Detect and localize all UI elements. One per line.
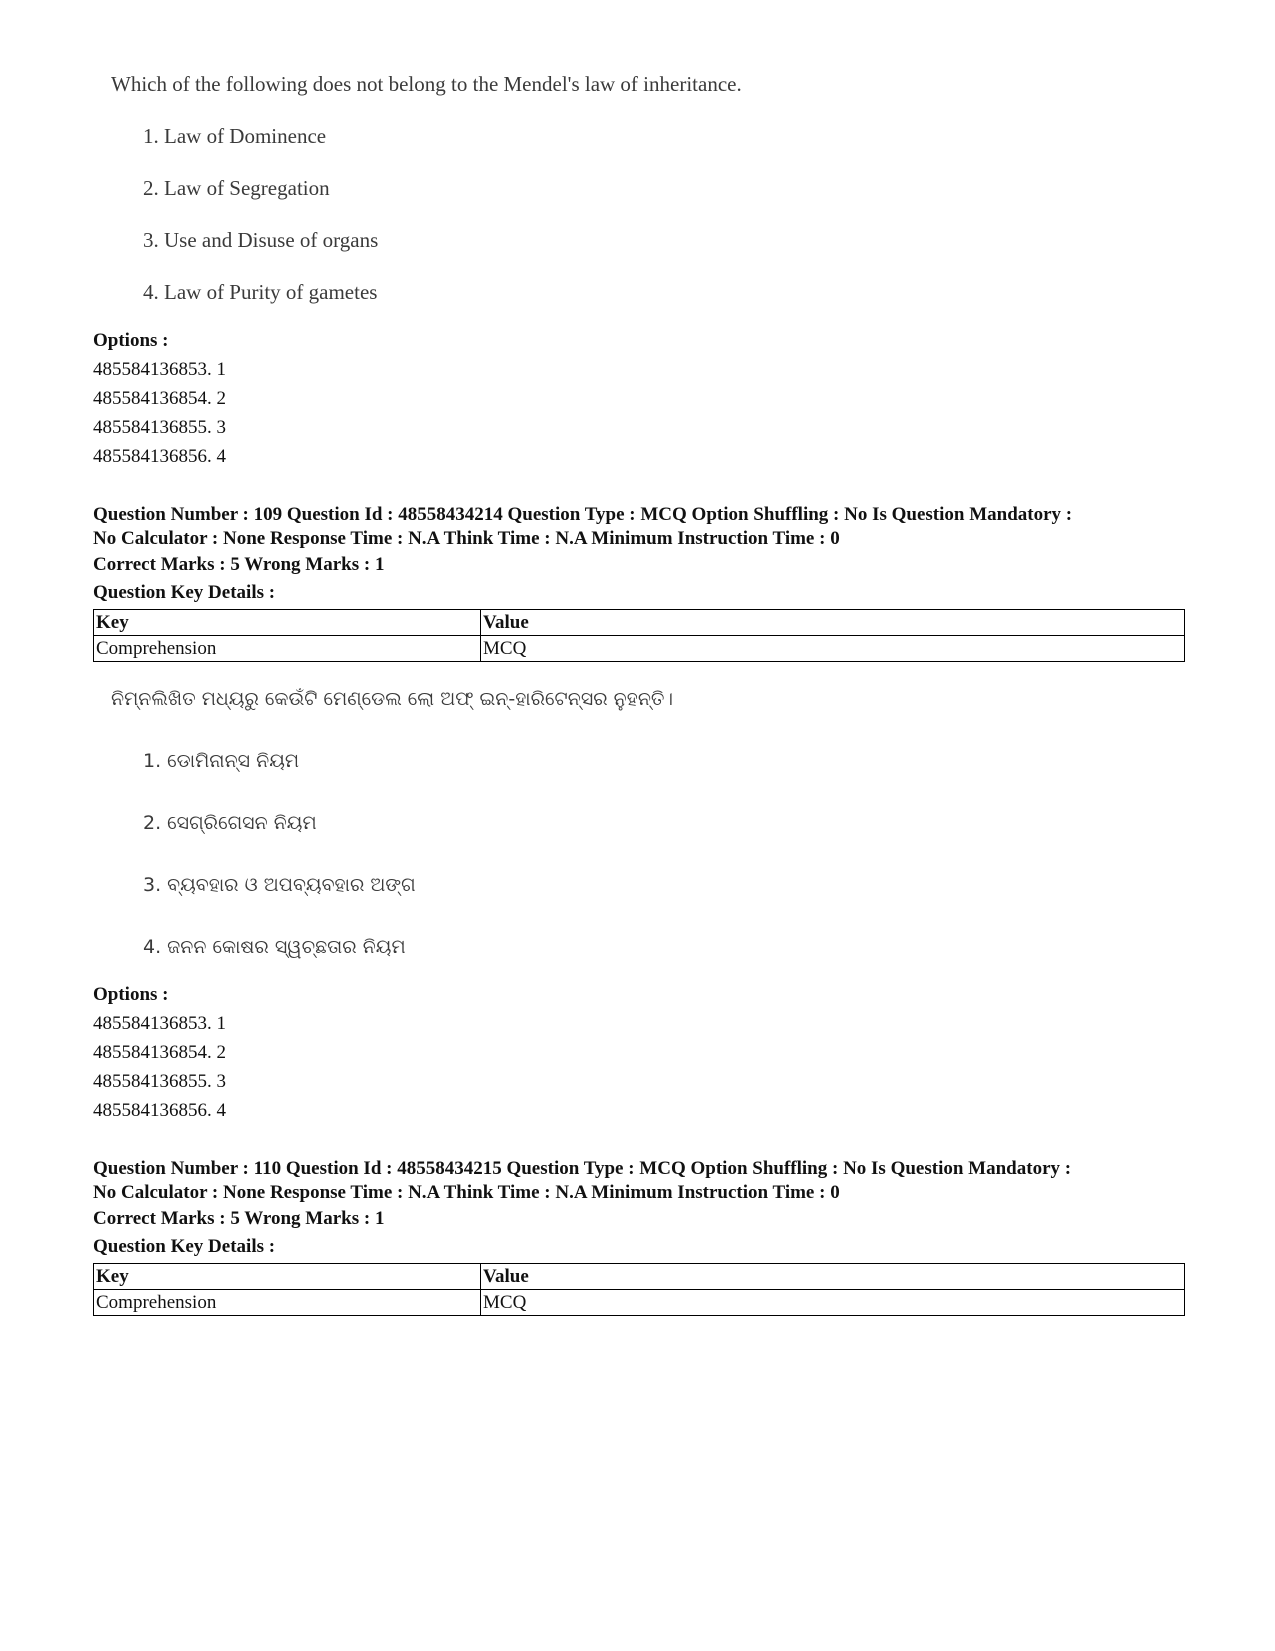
table-row <box>94 636 1185 662</box>
marks-line: Correct Marks : 5 Wrong Marks : 1 <box>93 1208 385 1229</box>
question-choice-1: 1. ଡୋମିନାନ୍ସ ନିୟମ <box>143 750 300 772</box>
table-header-row <box>94 1264 1185 1290</box>
option-item: 485584136854. 2 <box>93 388 226 409</box>
question-choice-1: 1. Law of Dominence <box>143 124 327 148</box>
options-label: Options : <box>93 984 169 1005</box>
table-header-key: Key <box>94 1264 481 1290</box>
question-choice-4: 4. Law of Purity of gametes <box>143 280 378 304</box>
option-item: 485584136855. 3 <box>93 417 226 438</box>
question-image-english <box>111 72 911 322</box>
question-choice-2: 2. Law of Segregation <box>143 176 330 200</box>
question-choice-3: 3. ବ୍ୟବହାର ଓ ଅପବ୍ୟବହାର ଅଙ୍ଗ <box>143 874 416 896</box>
question-choice-4: 4. ଜନନ କୋଷର ସ୍ୱଚ୍ଛତାର ନିୟମ <box>143 936 406 958</box>
question-image-odia <box>111 688 911 968</box>
table-header-value: Value <box>481 1264 1185 1290</box>
question-meta-line2: No Calculator : None Response Time : N.A Think Time : N.A Minimum Instruction Time : 0 <box>93 1182 840 1203</box>
question-meta <box>93 503 1188 551</box>
option-item: 485584136856. 4 <box>93 446 226 467</box>
table-cell-key: Comprehension <box>94 636 481 662</box>
question-meta-line1: Question Number : 110 Question Id : 48558434215 Question Type : MCQ Option Shuffling : No Is Question Mandatory : <box>93 1158 1072 1179</box>
table-header-value: Value <box>481 610 1185 636</box>
question-meta-line1: Question Number : 109 Question Id : 48558434214 Question Type : MCQ Option Shuffling : No Is Question Mandatory : <box>93 504 1073 525</box>
question-choice-2: 2. ସେଗ୍ରିଗେସନ ନିୟମ <box>143 812 317 834</box>
table-header-key: Key <box>94 610 481 636</box>
option-item: 485584136853. 1 <box>93 359 226 380</box>
table-row <box>94 1290 1185 1316</box>
key-details-table <box>93 609 1185 662</box>
marks-line: Correct Marks : 5 Wrong Marks : 1 <box>93 554 385 575</box>
options-section <box>93 327 226 471</box>
options-section <box>93 981 226 1125</box>
table-cell-value: MCQ <box>481 636 1185 662</box>
question-stem: ନିମ୍ନଲିଖିତ ମଧ୍ୟରୁ କେଉଁଟି ମେଣ୍ଡେଲ ଲୋ ଅଫ୍ ଇନ୍-ହାରିଟେନ୍ସର ନୁହନ୍ତି। <box>111 688 674 710</box>
table-cell-key: Comprehension <box>94 1290 481 1316</box>
table-header-row <box>94 610 1185 636</box>
key-details-label: Question Key Details : <box>93 1236 276 1257</box>
option-item: 485584136854. 2 <box>93 1042 226 1063</box>
table-cell-value: MCQ <box>481 1290 1185 1316</box>
question-choice-3: 3. Use and Disuse of organs <box>143 228 379 252</box>
key-details-table <box>93 1263 1185 1316</box>
key-details-label: Question Key Details : <box>93 582 276 603</box>
option-item: 485584136855. 3 <box>93 1071 226 1092</box>
question-stem: Which of the following does not belong to the Mendel's law of inheritance. <box>111 72 742 96</box>
question-meta-line2: No Calculator : None Response Time : N.A Think Time : N.A Minimum Instruction Time : 0 <box>93 528 840 549</box>
options-label: Options : <box>93 330 169 351</box>
option-item: 485584136856. 4 <box>93 1100 226 1121</box>
option-item: 485584136853. 1 <box>93 1013 226 1034</box>
question-meta <box>93 1157 1188 1205</box>
